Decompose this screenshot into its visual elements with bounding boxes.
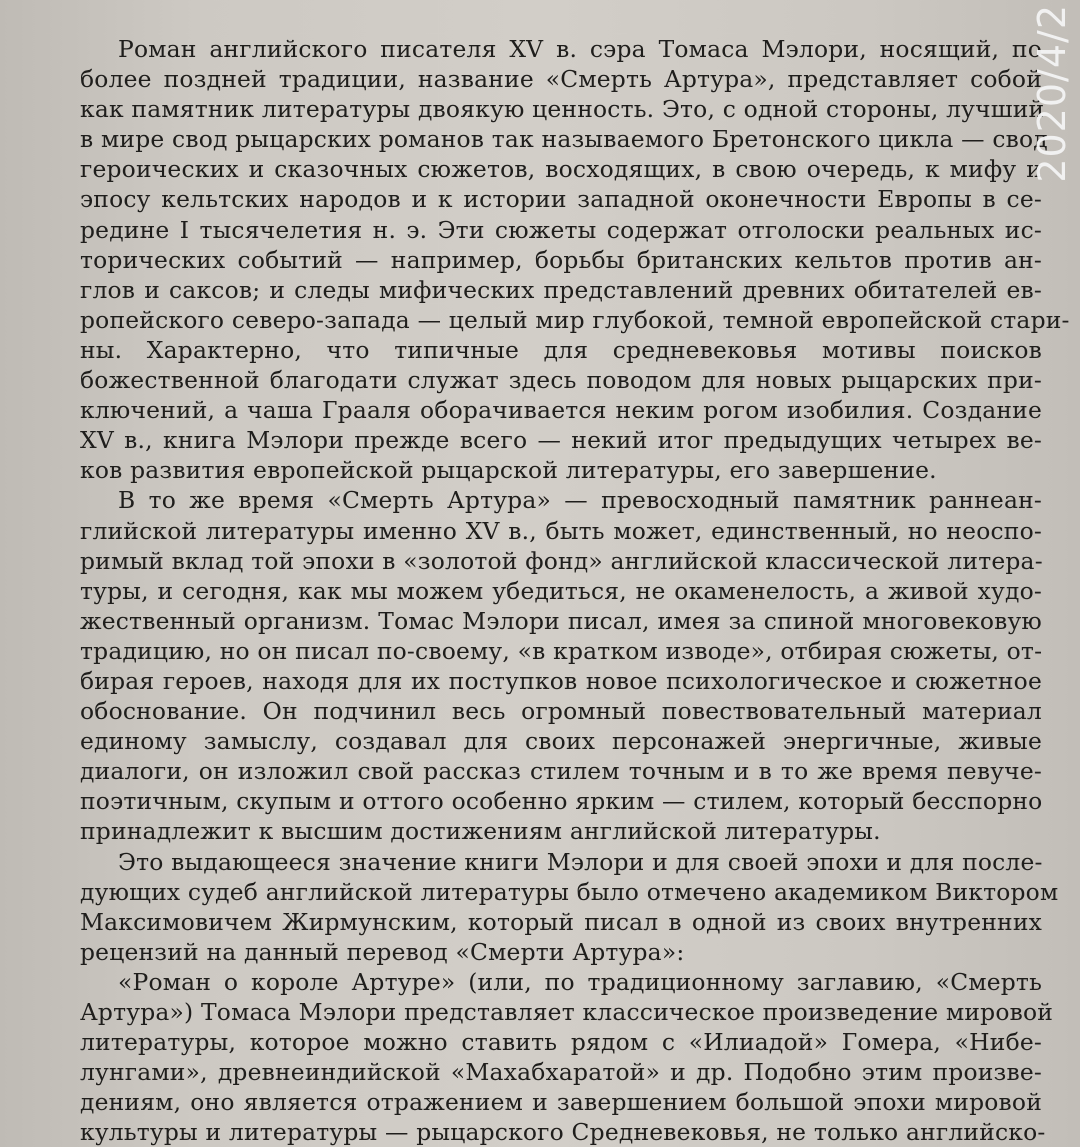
text-line: торических событий — например, борьбы британских кельтов против ан- bbox=[80, 245, 1042, 274]
text-line: глов и саксов; и следы мифических представлений древних обитателей ев- bbox=[80, 275, 1042, 304]
text-line: ропейского северо-запада — целый мир глубокой, темной европейской стари- bbox=[80, 305, 1070, 334]
text-line: героических и сказочных сюжетов, восходящих, в свою очередь, к мифу и bbox=[80, 155, 1042, 184]
text-line: диалоги, он изложил свой рассказ стилем точным и в то же время певуче- bbox=[80, 757, 1042, 786]
text-line: единому замыслу, создавал для своих персонажей энергичные, живые bbox=[80, 727, 1042, 756]
text-line: XV в., книга Мэлори прежде всего — некий итог предыдущих четырех ве- bbox=[80, 426, 1042, 455]
text-line: божественной благодати служат здесь поводом для новых рыцарских при- bbox=[80, 366, 1042, 395]
text-line: эпосу кельтских народов и к истории западной оконечности Европы в се- bbox=[80, 185, 1042, 214]
text-line: обоснование. Он подчинил весь огромный повествовательный материал bbox=[80, 697, 1042, 726]
text-line: Артура») Томаса Мэлори представляет классическое произведение мировой bbox=[80, 998, 1054, 1026]
text-line: Роман английского писателя XV в. сэра Томаса Мэлори, носящий, по bbox=[118, 35, 1042, 63]
text-line: поэтичным, скупым и оттого особенно ярким — стилем, который бесспорно bbox=[80, 787, 1043, 816]
text-line: ков развития европейской рыцарской литературы, его завершение. bbox=[80, 456, 937, 485]
text-line: ны. Характерно, что типичные для средневековья мотивы поисков bbox=[80, 335, 1042, 364]
text-line: ключений, а чаша Грааля оборачивается неким рогом изобилия. Создание bbox=[80, 396, 1042, 425]
text-line: дующих судеб английской литературы было отмечено академиком Виктором bbox=[80, 877, 1059, 906]
text-line: в мире свод рыцарских романов так называемого Бретонского цикла — свод bbox=[80, 125, 1048, 154]
text-line: как памятник литературы двоякую ценность. Это, с одной стороны, лучший bbox=[80, 95, 1045, 124]
text-line: Максимовичем Жирмунским, который писал в одной из своих внутренних bbox=[80, 907, 1042, 936]
paragraph bbox=[80, 967, 1054, 1147]
photo-timestamp: 2020/4/2 bbox=[1030, 4, 1074, 183]
text-line: «Роман о короле Артуре» (или, по традиционному заглавию, «Смерть bbox=[118, 967, 1042, 996]
text-line: глийской литературы именно XV в., быть может, единственный, но неоспо- bbox=[80, 516, 1042, 545]
text-line: дениям, оно является отражением и завершением большой эпохи мировой bbox=[80, 1088, 1042, 1117]
text-line: лунгами», древнеиндийской «Махабхаратой» и др. Подобно этим произве- bbox=[80, 1058, 1042, 1087]
text-line: культуры и литературы — рыцарского Средневековья, не только английско- bbox=[80, 1118, 1046, 1147]
text-line: В то же время «Смерть Артура» — превосходный памятник раннеан- bbox=[118, 486, 1042, 515]
paragraph bbox=[80, 847, 1059, 967]
text-line: традицию, но он писал по-своему, «в кратком изводе», отбирая сюжеты, от- bbox=[80, 636, 1043, 665]
text-line: жественный организм. Томас Мэлори писал, имея за спиной многовековую bbox=[80, 606, 1042, 635]
text-line: бирая героев, находя для их поступков новое психологическое и сюжетное bbox=[80, 666, 1042, 695]
text-line: туры, и сегодня, как мы можем убедиться, не окаменелость, а живой худо- bbox=[80, 576, 1042, 605]
paragraph bbox=[80, 485, 1042, 846]
text-line: редине I тысячелетия н. э. Эти сюжеты содержат отголоски реальных ис- bbox=[80, 215, 1042, 244]
text-line: римый вклад той эпохи в «золотой фонд» английской классической литера- bbox=[80, 546, 1043, 575]
text-line: рецензий на данный перевод «Смерти Артура»: bbox=[80, 937, 685, 966]
text-line: принадлежит к высшим достижениям английской литературы. bbox=[80, 817, 881, 846]
text-line: Это выдающееся значение книги Мэлори и для своей эпохи и для после- bbox=[118, 847, 1043, 876]
text-line: более поздней традиции, название «Смерть Артура», представляет собой bbox=[80, 65, 1042, 94]
text-line: литературы, которое можно ставить рядом с «Илиадой» Гомера, «Нибе- bbox=[80, 1028, 1042, 1057]
